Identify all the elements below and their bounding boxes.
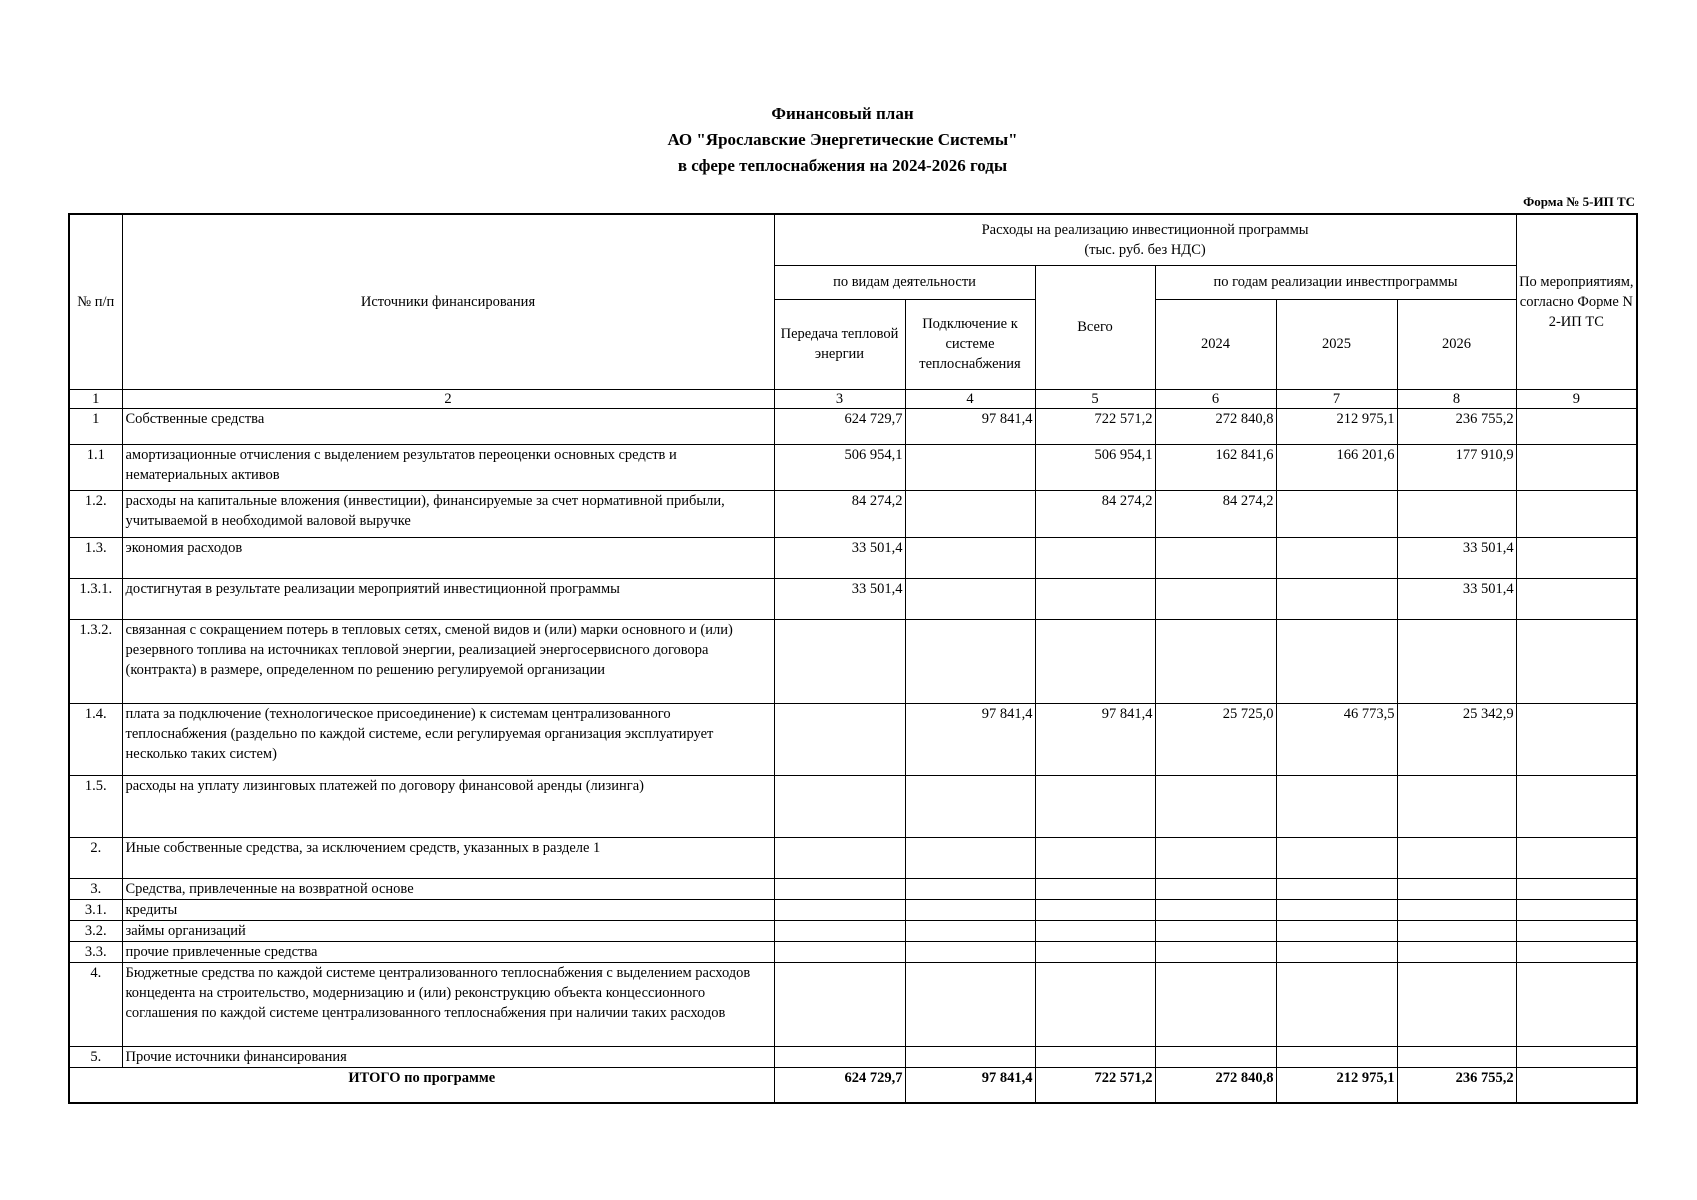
col-number: 1 [69,389,122,408]
cell-transfer: 506 954,1 [774,444,905,490]
cell-transfer: 84 274,2 [774,490,905,537]
cell-y2026: 33 501,4 [1397,578,1516,619]
row-source: займы организаций [122,920,774,941]
cell-transfer [774,941,905,962]
cell-y2024 [1155,837,1276,878]
cell-total [1035,962,1155,1046]
row-source: расходы на уплату лизинговых платежей по договору финансовой аренды (лизинга) [122,775,774,837]
cell-y2025 [1276,775,1397,837]
cell-connection [905,619,1035,703]
cell-y2025 [1276,899,1397,920]
cell-transfer: 624 729,7 [774,408,905,444]
row-number: 3.2. [69,920,122,941]
cell-total [1035,619,1155,703]
cell-transfer [774,703,905,775]
header-by-activity: по видам деятельности [774,265,1035,299]
cell-y2026 [1397,775,1516,837]
col-number: 3 [774,389,905,408]
cell-transfer [774,920,905,941]
cell-connection [905,899,1035,920]
row-source: Бюджетные средства по каждой системе централизованного теплоснабжения с выделением расходов концедента на строительство, модернизацию и (или) реконструкцию объекта концессионного соглашения по каждой системе централизованного теплоснабжения при наличии таких расходов [122,962,774,1046]
header-expenses-title: Расходы на реализацию инвестиционной программы [981,221,1309,238]
total-cell-measures [1516,1067,1637,1103]
cell-y2024 [1155,578,1276,619]
col-number: 2 [122,389,774,408]
row-number: 1.5. [69,775,122,837]
row-source: связанная с сокращением потерь в тепловых сетях, сменой видов и (или) марки основного и (или) резервного топлива на источниках тепловой энергии, реализацией энергосервисного договора (контракта) в размере, определенном по решению регулируемой организации [122,619,774,703]
cell-y2026 [1397,878,1516,899]
financial-plan-table [68,213,1638,1104]
cell-y2026 [1397,619,1516,703]
cell-connection [905,537,1035,578]
row-source: амортизационные отчисления с выделением результатов переоценки основных средств и нематериальных активов [122,444,774,490]
header-expenses-group [774,214,1516,265]
row-number: 3.1. [69,899,122,920]
table-row [69,408,1637,444]
cell-y2025 [1276,941,1397,962]
table-row [69,578,1637,619]
table-row [69,1046,1637,1067]
table-row [69,878,1637,899]
cell-y2024 [1155,537,1276,578]
header-activity-connection: Подключение к системе теплоснабжения [905,299,1035,389]
cell-measures [1516,703,1637,775]
header-activity-transfer: Передача тепловой энергии [774,299,905,389]
cell-y2025 [1276,537,1397,578]
cell-measures [1516,1046,1637,1067]
cell-transfer [774,619,905,703]
cell-transfer [774,1046,905,1067]
cell-y2024 [1155,962,1276,1046]
cell-y2024 [1155,878,1276,899]
cell-total [1035,941,1155,962]
cell-y2024 [1155,619,1276,703]
cell-total [1035,537,1155,578]
cell-y2024: 25 725,0 [1155,703,1276,775]
form-number: Форма № 5-ИП ТС [1523,194,1635,209]
header-by-measures: По мероприятиям, согласно Форме N 2-ИП ТС [1516,214,1637,389]
cell-total [1035,578,1155,619]
table-row [69,619,1637,703]
header-year-2026: 2026 [1397,299,1516,389]
cell-total [1035,899,1155,920]
cell-measures [1516,408,1637,444]
col-number: 7 [1276,389,1397,408]
cell-y2025: 46 773,5 [1276,703,1397,775]
row-number: 3. [69,878,122,899]
table-row [69,899,1637,920]
cell-connection [905,920,1035,941]
total-cell-transfer: 624 729,7 [774,1067,905,1103]
cell-transfer [774,837,905,878]
cell-connection [905,775,1035,837]
header-num: № п/п [69,214,122,389]
cell-y2025 [1276,920,1397,941]
col-number: 9 [1516,389,1637,408]
cell-y2025 [1276,1046,1397,1067]
col-number: 5 [1035,389,1155,408]
table-row [69,537,1637,578]
cell-measures [1516,578,1637,619]
row-number: 4. [69,962,122,1046]
cell-total [1035,775,1155,837]
header-year-2024: 2024 [1155,299,1276,389]
cell-connection [905,962,1035,1046]
total-cell-y2026: 236 755,2 [1397,1067,1516,1103]
cell-connection [905,1046,1035,1067]
header-year-2025: 2025 [1276,299,1397,389]
cell-total [1035,920,1155,941]
cell-y2026 [1397,899,1516,920]
table-row [69,962,1637,1046]
cell-y2025 [1276,578,1397,619]
title-line-3: в сфере теплоснабжения на 2024-2026 годы [677,156,1008,175]
cell-y2026 [1397,1046,1516,1067]
cell-total [1035,878,1155,899]
cell-measures [1516,619,1637,703]
cell-y2025 [1276,878,1397,899]
cell-connection [905,941,1035,962]
cell-y2025 [1276,619,1397,703]
cell-transfer: 33 501,4 [774,578,905,619]
cell-y2026: 33 501,4 [1397,537,1516,578]
title-line-2: АО "Ярославские Энергетические Системы" [667,130,1018,149]
total-cell-y2025: 212 975,1 [1276,1067,1397,1103]
header-source: Источники финансирования [122,214,774,389]
row-source: Иные собственные средства, за исключением средств, указанных в разделе 1 [122,837,774,878]
cell-y2026: 236 755,2 [1397,408,1516,444]
cell-transfer [774,775,905,837]
cell-y2024: 84 274,2 [1155,490,1276,537]
col-number: 6 [1155,389,1276,408]
table-row [69,837,1637,878]
cell-measures [1516,537,1637,578]
cell-measures [1516,444,1637,490]
title-line-1: Финансовый план [771,104,914,123]
cell-connection [905,837,1035,878]
row-number: 1.3.1. [69,578,122,619]
total-cell-connection: 97 841,4 [905,1067,1035,1103]
cell-total: 84 274,2 [1035,490,1155,537]
cell-y2026 [1397,920,1516,941]
row-number: 1.2. [69,490,122,537]
cell-y2025 [1276,962,1397,1046]
cell-total [1035,837,1155,878]
total-row [69,1067,1637,1103]
cell-y2024 [1155,775,1276,837]
row-number: 1.4. [69,703,122,775]
cell-measures [1516,941,1637,962]
col-number: 4 [905,389,1035,408]
cell-measures [1516,962,1637,1046]
cell-y2024 [1155,1046,1276,1067]
row-source: плата за подключение (технологическое присоединение) к системам централизованного теплоснабжения (раздельно по каждой системе, если регулируемая организация эксплуатирует несколько таких систем) [122,703,774,775]
row-number: 3.3. [69,941,122,962]
cell-y2025: 212 975,1 [1276,408,1397,444]
document-title [0,101,1697,179]
cell-total: 506 954,1 [1035,444,1155,490]
cell-y2026 [1397,490,1516,537]
header-total: Всего [1035,265,1155,389]
cell-connection: 97 841,4 [905,408,1035,444]
table-row [69,941,1637,962]
cell-y2025: 166 201,6 [1276,444,1397,490]
table-row [69,920,1637,941]
cell-measures [1516,899,1637,920]
cell-y2024 [1155,899,1276,920]
cell-y2026: 177 910,9 [1397,444,1516,490]
total-cell-y2024: 272 840,8 [1155,1067,1276,1103]
row-source: Прочие источники финансирования [122,1046,774,1067]
table-row [69,703,1637,775]
cell-total [1035,1046,1155,1067]
cell-measures [1516,920,1637,941]
cell-connection [905,444,1035,490]
total-label: ИТОГО по программе [69,1067,774,1103]
row-number: 1.1 [69,444,122,490]
row-number: 1.3.2. [69,619,122,703]
header-by-years: по годам реализации инвестпрограммы [1155,265,1516,299]
cell-total: 97 841,4 [1035,703,1155,775]
cell-measures [1516,878,1637,899]
cell-connection [905,578,1035,619]
cell-transfer [774,962,905,1046]
row-number: 1 [69,408,122,444]
cell-connection: 97 841,4 [905,703,1035,775]
col-number: 8 [1397,389,1516,408]
row-number: 2. [69,837,122,878]
cell-y2024: 272 840,8 [1155,408,1276,444]
cell-y2026 [1397,941,1516,962]
cell-y2026: 25 342,9 [1397,703,1516,775]
cell-y2024: 162 841,6 [1155,444,1276,490]
row-source: Собственные средства [122,408,774,444]
cell-y2026 [1397,837,1516,878]
cell-y2026 [1397,962,1516,1046]
row-source: экономия расходов [122,537,774,578]
cell-measures [1516,837,1637,878]
header-expenses-unit: (тыс. руб. без НДС) [1084,241,1206,258]
cell-y2025 [1276,837,1397,878]
cell-connection [905,490,1035,537]
row-source: прочие привлеченные средства [122,941,774,962]
total-cell-total: 722 571,2 [1035,1067,1155,1103]
row-source: достигнутая в результате реализации мероприятий инвестиционной программы [122,578,774,619]
cell-measures [1516,490,1637,537]
cell-transfer: 33 501,4 [774,537,905,578]
cell-y2024 [1155,920,1276,941]
row-source: кредиты [122,899,774,920]
table-row [69,490,1637,537]
cell-total: 722 571,2 [1035,408,1155,444]
table-row [69,444,1637,490]
cell-y2024 [1155,941,1276,962]
row-source: расходы на капитальные вложения (инвестиции), финансируемые за счет нормативной прибыли, учитываемой в необходимой валовой выручке [122,490,774,537]
row-number: 1.3. [69,537,122,578]
cell-connection [905,878,1035,899]
table-row [69,775,1637,837]
row-source: Средства, привлеченные на возвратной основе [122,878,774,899]
cell-transfer [774,878,905,899]
cell-measures [1516,775,1637,837]
row-number: 5. [69,1046,122,1067]
cell-y2025 [1276,490,1397,537]
cell-transfer [774,899,905,920]
